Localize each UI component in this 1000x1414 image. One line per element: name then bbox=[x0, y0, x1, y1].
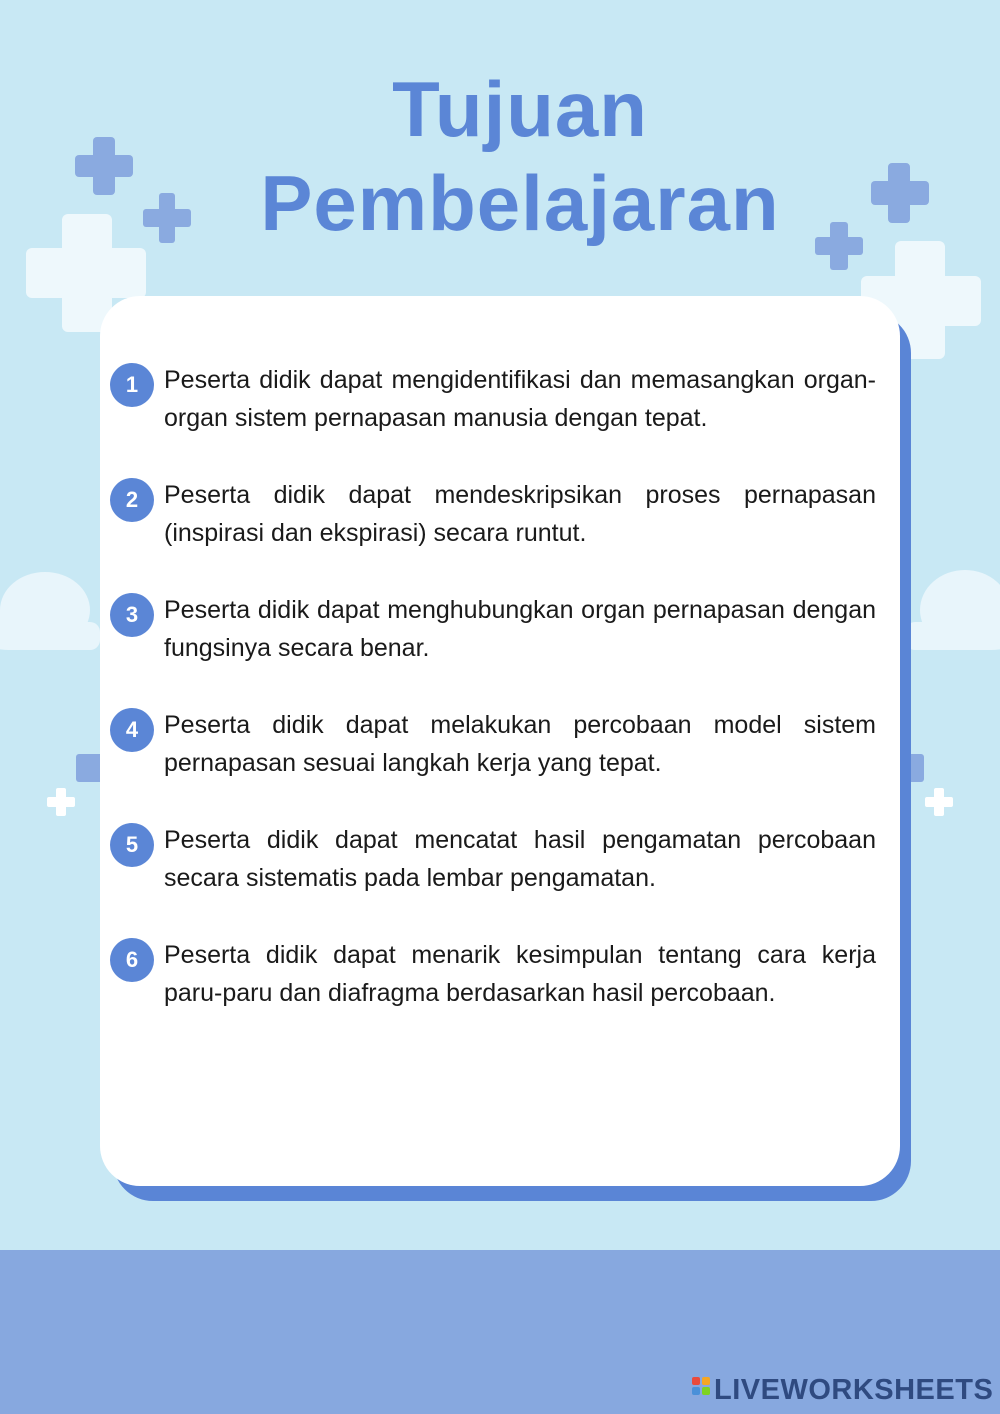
objective-number-badge: 3 bbox=[110, 593, 154, 637]
objective-item bbox=[110, 936, 876, 1012]
objective-text: Peserta didik dapat mencatat hasil pengamatan percobaan secara sistematis pada lembar pengamatan. bbox=[164, 826, 876, 892]
objective-item bbox=[110, 476, 876, 552]
objective-text: Peserta didik dapat mengidentifikasi dan memasangkan organ-organ sistem pernapasan manusia dengan tepat. bbox=[164, 366, 876, 432]
title-line-1: Tujuan bbox=[392, 65, 648, 153]
liveworksheets-logo[interactable] bbox=[692, 1372, 993, 1408]
objective-text: Peserta didik dapat mendeskripsikan proses pernapasan (inspirasi dan ekspirasi) secara runtut. bbox=[164, 481, 876, 547]
page-title bbox=[0, 62, 1000, 250]
objective-item bbox=[110, 706, 876, 782]
cloud-icon bbox=[905, 570, 1000, 650]
objective-text: Peserta didik dapat menghubungkan organ pernapasan dengan fungsinya secara benar. bbox=[164, 596, 876, 662]
objective-text: Peserta didik dapat melakukan percobaan model sistem pernapasan sesuai langkah kerja yang tepat. bbox=[164, 711, 876, 777]
cross-icon bbox=[47, 788, 75, 816]
objective-number-badge: 6 bbox=[110, 938, 154, 982]
objective-item bbox=[110, 821, 876, 897]
logo-text: LIVEWORKSHEETS bbox=[714, 1373, 994, 1406]
objective-number-badge: 4 bbox=[110, 708, 154, 752]
objective-number-badge: 5 bbox=[110, 823, 154, 867]
objective-item bbox=[110, 361, 876, 437]
title-line-2: Pembelajaran bbox=[260, 159, 780, 247]
objective-number-badge: 1 bbox=[110, 363, 154, 407]
objective-number-badge: 2 bbox=[110, 478, 154, 522]
objective-text: Peserta didik dapat menarik kesimpulan tentang cara kerja paru-paru dan diafragma berdasarkan hasil percobaan. bbox=[164, 941, 876, 1007]
cross-icon bbox=[925, 788, 953, 816]
cloud-icon bbox=[0, 572, 100, 650]
objective-item bbox=[110, 591, 876, 667]
liveworksheets-logo-icon bbox=[692, 1377, 712, 1403]
